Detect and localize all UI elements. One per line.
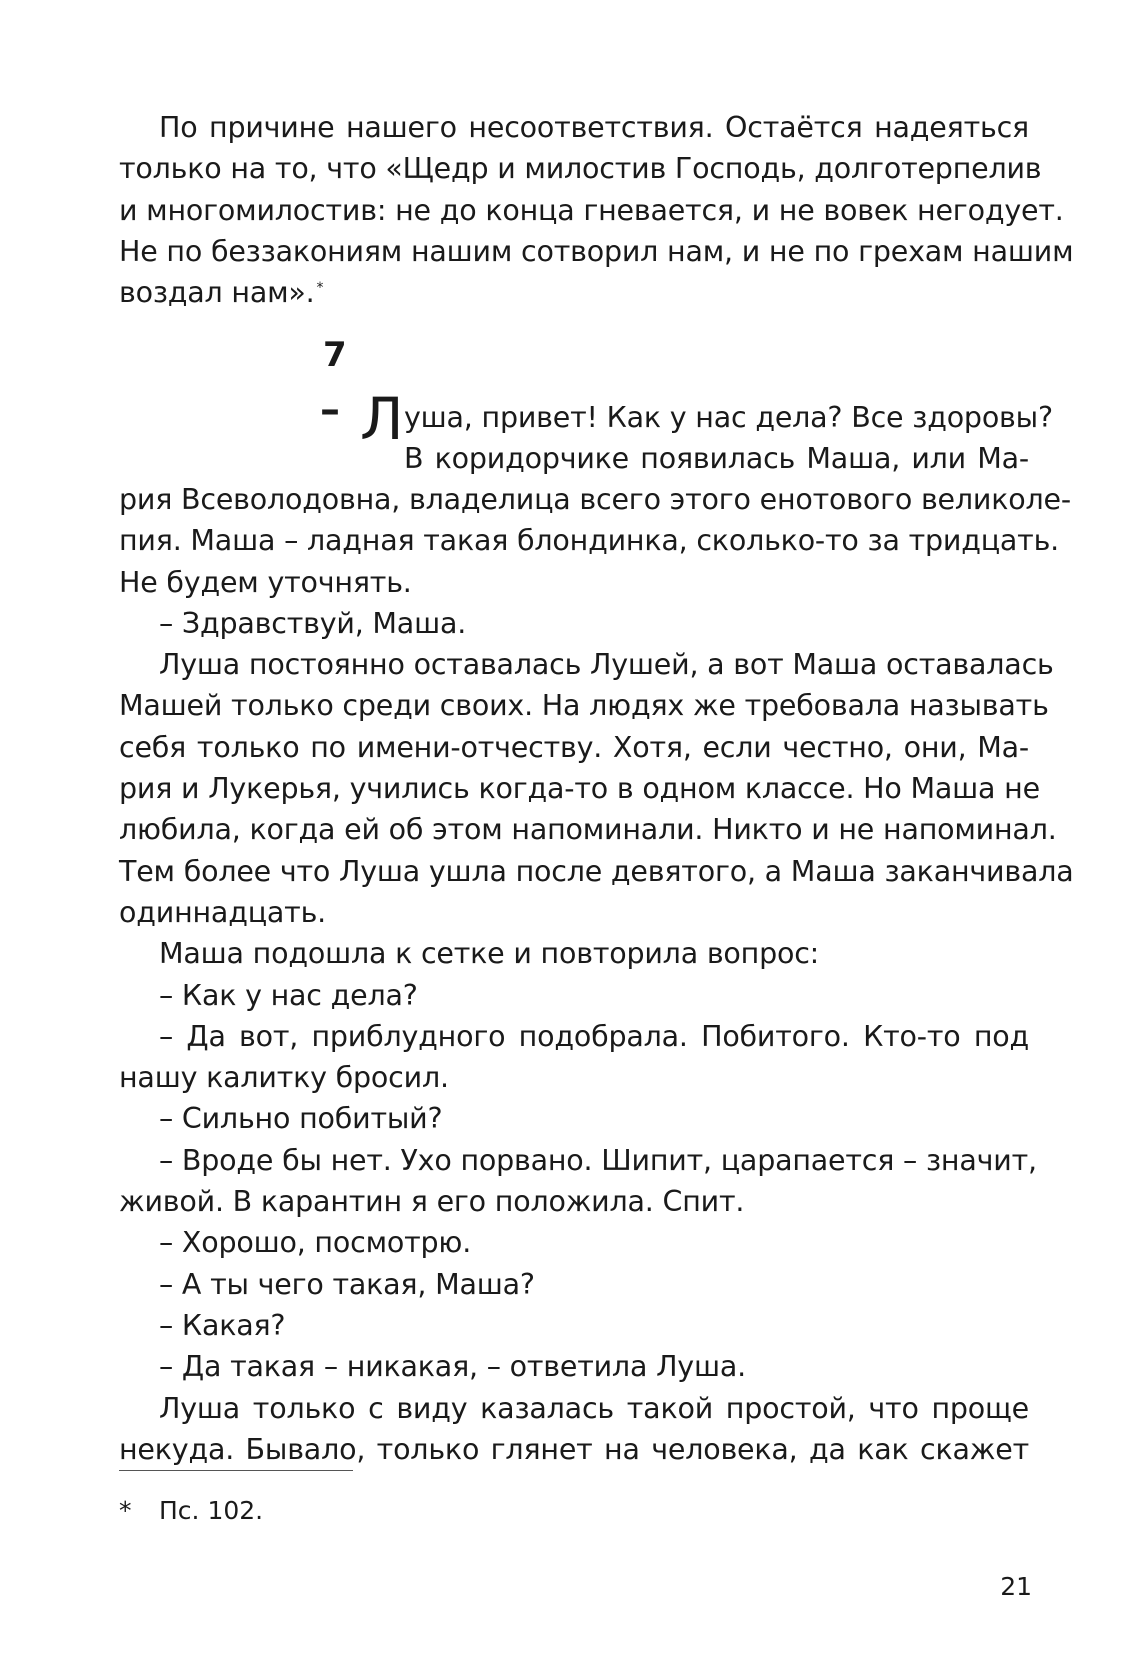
text-line-content: воздал нам». [119, 276, 315, 310]
text-line: Луша постоянно оставалась Лушей, а вот Маша оставалась [159, 648, 1054, 682]
text-line: – Как у нас дела? [159, 978, 418, 1012]
chapter-second-line: В коридорчике появилась Маша, или Ма- [404, 442, 1029, 475]
text-line: – А ты чего такая, Маша? [159, 1267, 535, 1301]
footnote-divider [119, 1470, 353, 1471]
text-line: живой. В карантин я его положила. Спит. [119, 1185, 745, 1219]
footnote-reference[interactable]: * [316, 280, 324, 297]
text-line: любила, когда ей об этом напоминали. Никто и не напоминал. [119, 813, 1057, 847]
text-line: По причине нашего несоответствия. Остаётся надеяться [159, 111, 1029, 144]
chapter-number: 7 [323, 335, 347, 375]
text-line: себя только по имени-отчеству. Хотя, если честно, они, Ма- [119, 730, 1029, 764]
text-line: – Хорошо, посмотрю. [159, 1226, 472, 1260]
text-line: Машей только среди своих. На людях же требовала называть [119, 689, 1049, 723]
text-line: пия. Маша – ладная такая блондинка, сколько-то за тридцать. [119, 524, 1060, 558]
text-line: – Здравствуй, Маша. [159, 606, 467, 640]
text-line-last [119, 272, 1029, 313]
footnote-text: Пс. 102. [159, 1496, 264, 1525]
text-line: – Какая? [159, 1308, 286, 1342]
text-line: рия Всеволодовна, владелица всего этого енотового великоле- [119, 483, 1071, 516]
text-line: Не будем уточнять. [119, 565, 412, 599]
opening-paragraph [119, 107, 1074, 313]
footnote-marker: * [119, 1496, 132, 1525]
footnote [119, 1496, 263, 1526]
chapter-first-line: уша, привет! Как у нас дела? Все здоровы? [404, 401, 1053, 434]
text-line: Маша подошла к сетке и повторила вопрос: [159, 937, 820, 971]
text-line: нашу калитку бросил. [119, 1061, 449, 1095]
text-line: – Сильно побитый? [159, 1102, 443, 1136]
text-line: одиннадцать. [119, 895, 327, 929]
dropcap-dash: – [320, 387, 340, 433]
text-line: Не по беззакониям нашим сотворил нам, и не по грехам нашим [119, 234, 1074, 268]
page-number: 21 [1000, 1572, 1032, 1601]
dropcap-letter: Л [360, 385, 404, 453]
text-line: Луша только с виду казалась такой простой, что проще [159, 1391, 1029, 1425]
text-line: – Да вот, приблудного подобрала. Побитого. Кто-то под [159, 1019, 1029, 1053]
text-line: – Да такая – никакая, – ответила Луша. [159, 1350, 746, 1384]
text-line: только на то, что «Щедр и милостив Господь, долготерпелив [119, 152, 1042, 186]
text-line: Тем более что Луша ушла после девятого, а Маша заканчивала [119, 854, 1074, 888]
text-line: – Вроде бы нет. Ухо порвано. Шипит, царапается – значит, [159, 1143, 1037, 1177]
chapter-body [119, 479, 1074, 1470]
text-line: рия и Лукерья, учились когда-то в одном классе. Но Маша не [119, 772, 1040, 806]
text-line: некуда. Бывало, только глянет на человека, да как скажет [119, 1432, 1029, 1466]
text-line: и многомилостив: не до конца гневается, и не вовек негодует. [119, 193, 1064, 227]
